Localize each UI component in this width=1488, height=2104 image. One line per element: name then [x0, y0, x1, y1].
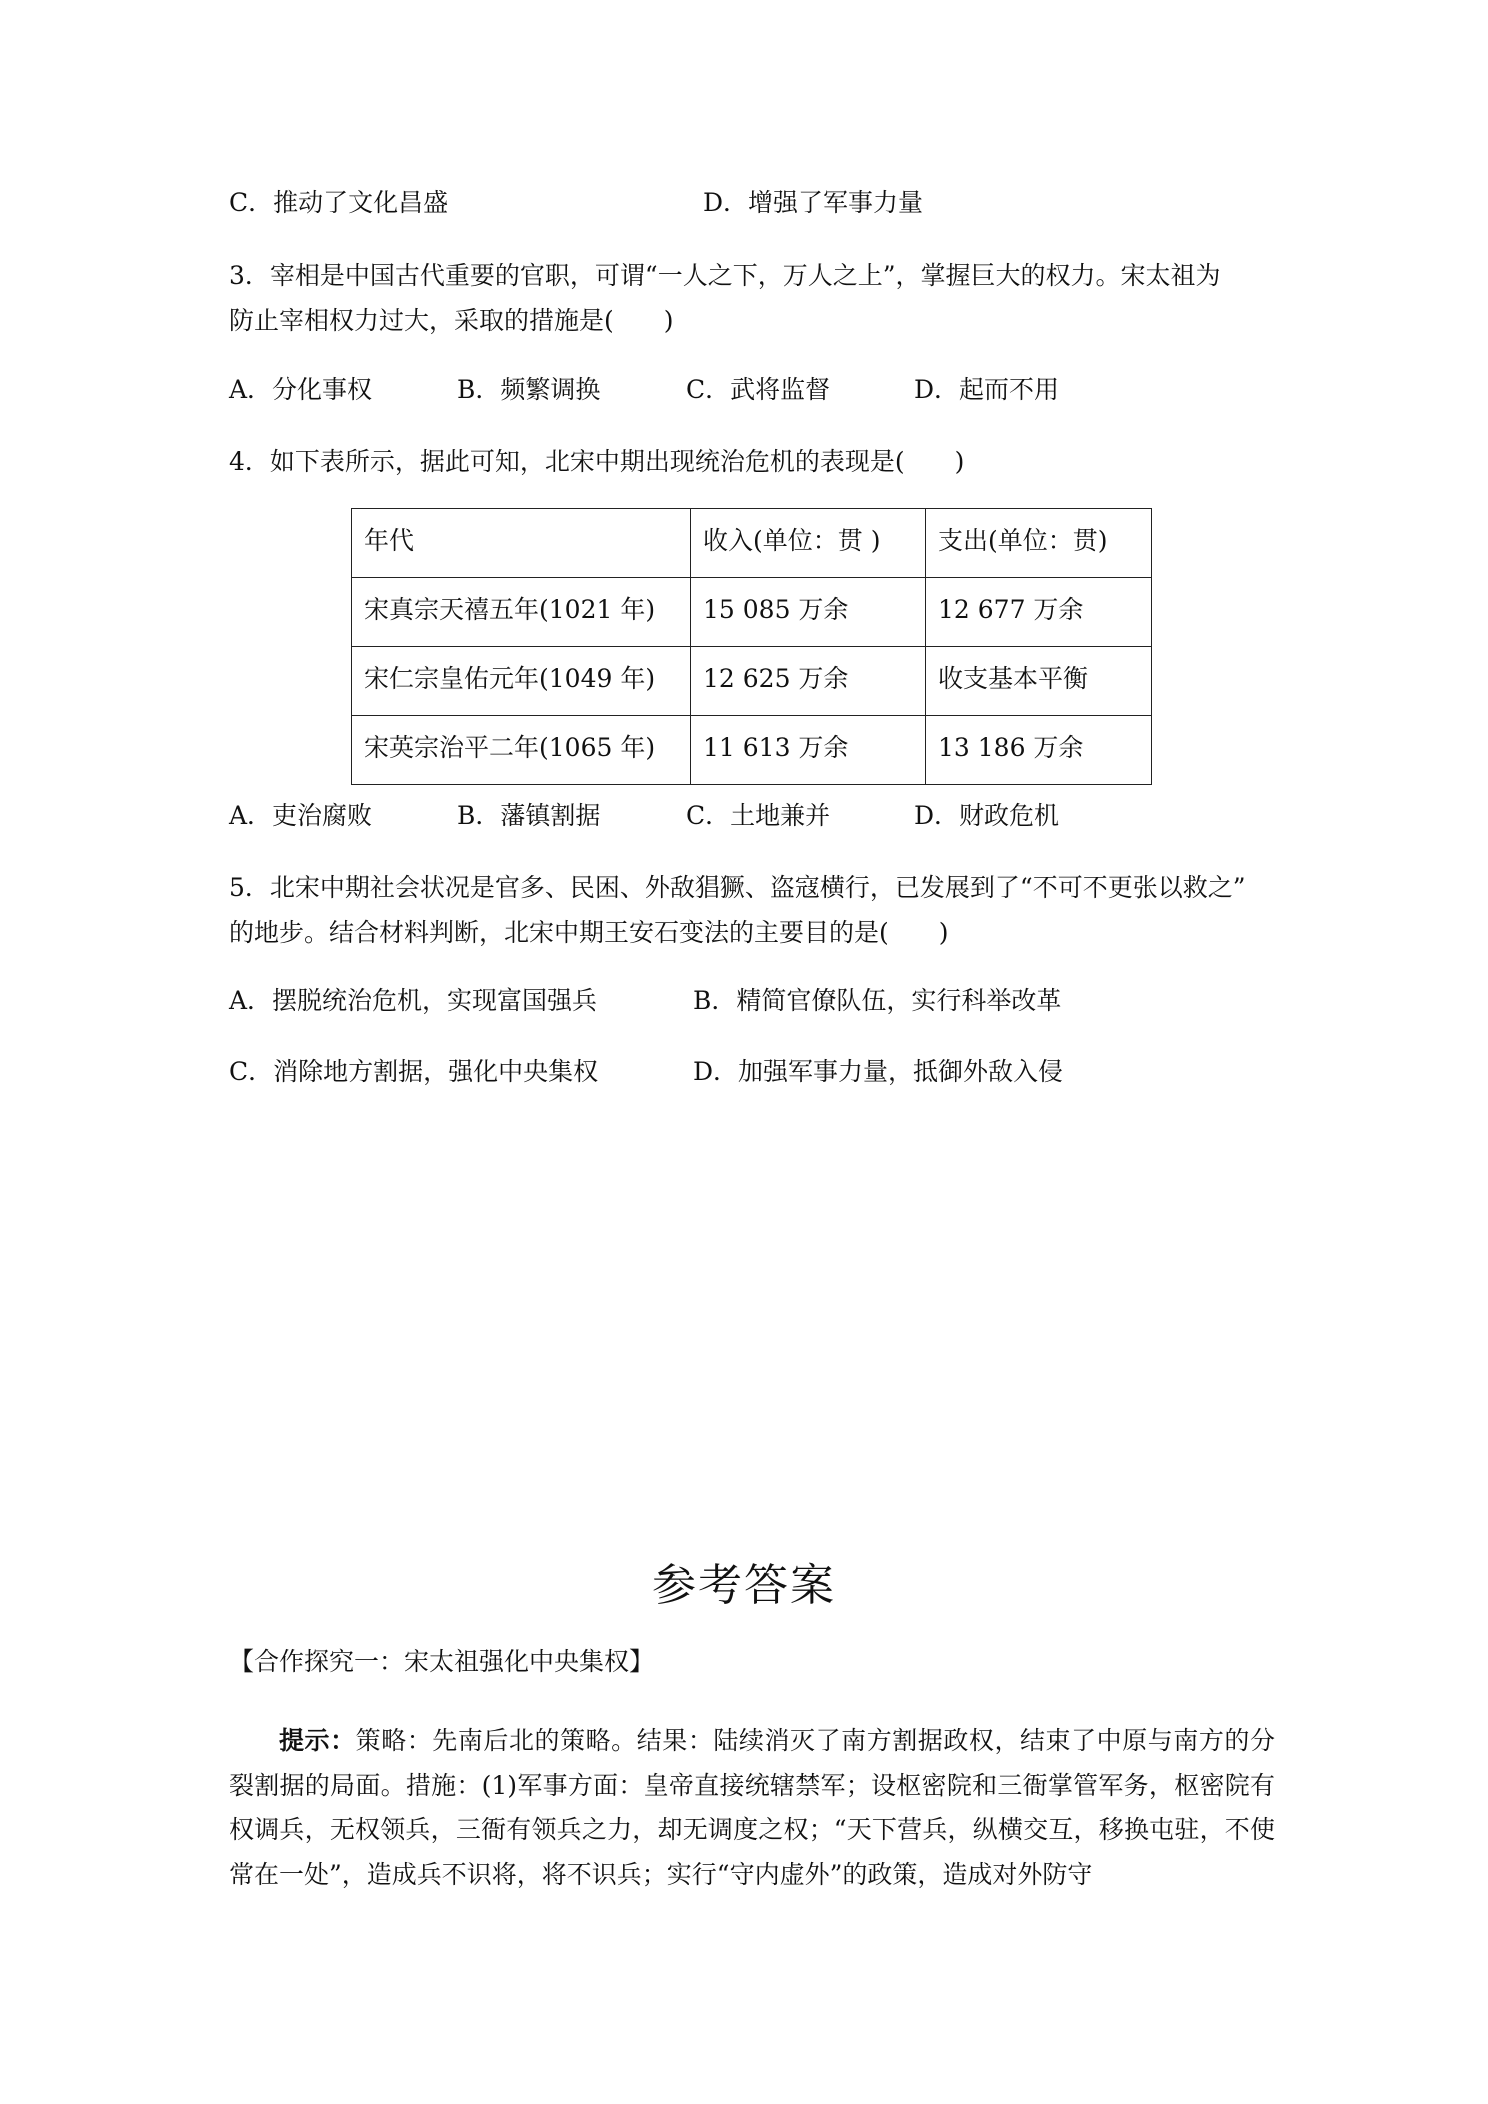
- hint-text: 策略：先南后北的策略。结果：陆续消灭了南方割据政权，结束了中原与南方的分裂割据的局面。措施：(1)军事方面：皇帝直接统辖禁军；设枢密院和三衙掌管军务，枢密院有权调兵，无权领兵，三衙有领兵之力，却无调度之权；“天下营兵，纵横交互，移换屯驻，不使常在一处”，造成兵不识将，将不识兵；实行“守内虚外”的政策，造成对外防守: [229, 1726, 1275, 1889]
- table-header-row: [352, 509, 1152, 578]
- q3-stem-line2: 防止宰相权力过大，采取的措施是( ): [229, 306, 674, 335]
- table-cell: 宋真宗天禧五年(1021 年): [352, 578, 691, 647]
- table-cell: 宋英宗治平二年(1065 年): [352, 716, 691, 785]
- answers-section-heading: 【合作探究一：宋太祖强化中央集权】: [229, 1647, 655, 1676]
- q2-option-c: C．推动了文化昌盛: [229, 188, 449, 217]
- table-cell: 宋仁宗皇佑元年(1049 年): [352, 647, 691, 716]
- q5-option-b: B．精简官僚队伍，实行科举改革: [693, 986, 1062, 1015]
- table-cell: 11 613 万余: [691, 716, 926, 785]
- table-cell: 13 186 万余: [926, 716, 1152, 785]
- q5-option-a: A．摆脱统治危机，实现富国强兵: [229, 986, 598, 1015]
- q2-option-d: D．增强了军事力量: [703, 188, 924, 217]
- q4-option-b: B．藩镇割据: [457, 801, 601, 830]
- fiscal-table: [351, 508, 1152, 785]
- table-row: [352, 716, 1152, 785]
- table-cell: 15 085 万余: [691, 578, 926, 647]
- q5-stem-line2: 的地步。结合材料判断，北宋中期王安石变法的主要目的是( ): [229, 918, 949, 947]
- answers-hint-paragraph: [229, 1719, 1275, 1897]
- answers-title: 参考答案: [652, 1560, 836, 1611]
- table-header-cell: 年代: [352, 509, 691, 578]
- table-header-cell: 支出(单位：贯): [926, 509, 1152, 578]
- table-cell: 收支基本平衡: [926, 647, 1152, 716]
- q4-option-a: A．吏治腐败: [229, 801, 373, 830]
- q4-option-c: C．土地兼并: [686, 801, 831, 830]
- q3-option-c: C．武将监督: [686, 375, 831, 404]
- q3-option-a: A．分化事权: [229, 375, 373, 404]
- q4-stem: 4．如下表所示，据此可知，北宋中期出现统治危机的表现是( ): [229, 447, 965, 476]
- table-cell: 12 677 万余: [926, 578, 1152, 647]
- q5-option-d: D．加强军事力量，抵御外敌入侵: [693, 1057, 1064, 1086]
- q3-option-d: D．起而不用: [914, 375, 1060, 404]
- q3-option-b: B．频繁调换: [457, 375, 601, 404]
- table-row: [352, 647, 1152, 716]
- table-row: [352, 578, 1152, 647]
- q4-option-d: D．财政危机: [914, 801, 1060, 830]
- q5-stem-line1: 5．北宋中期社会状况是官多、民困、外敌猖獗、盗寇横行，已发展到了“不可不更张以救之”: [229, 873, 1246, 902]
- q5-option-c: C．消除地方割据，强化中央集权: [229, 1057, 599, 1086]
- q3-stem-line1: 3．宰相是中国古代重要的官职，可谓“一人之下，万人之上”，掌握巨大的权力。宋太祖为: [229, 261, 1221, 290]
- hint-label: 提示：: [279, 1726, 356, 1755]
- table-cell: 12 625 万余: [691, 647, 926, 716]
- table-header-cell: 收入(单位：贯 ): [691, 509, 926, 578]
